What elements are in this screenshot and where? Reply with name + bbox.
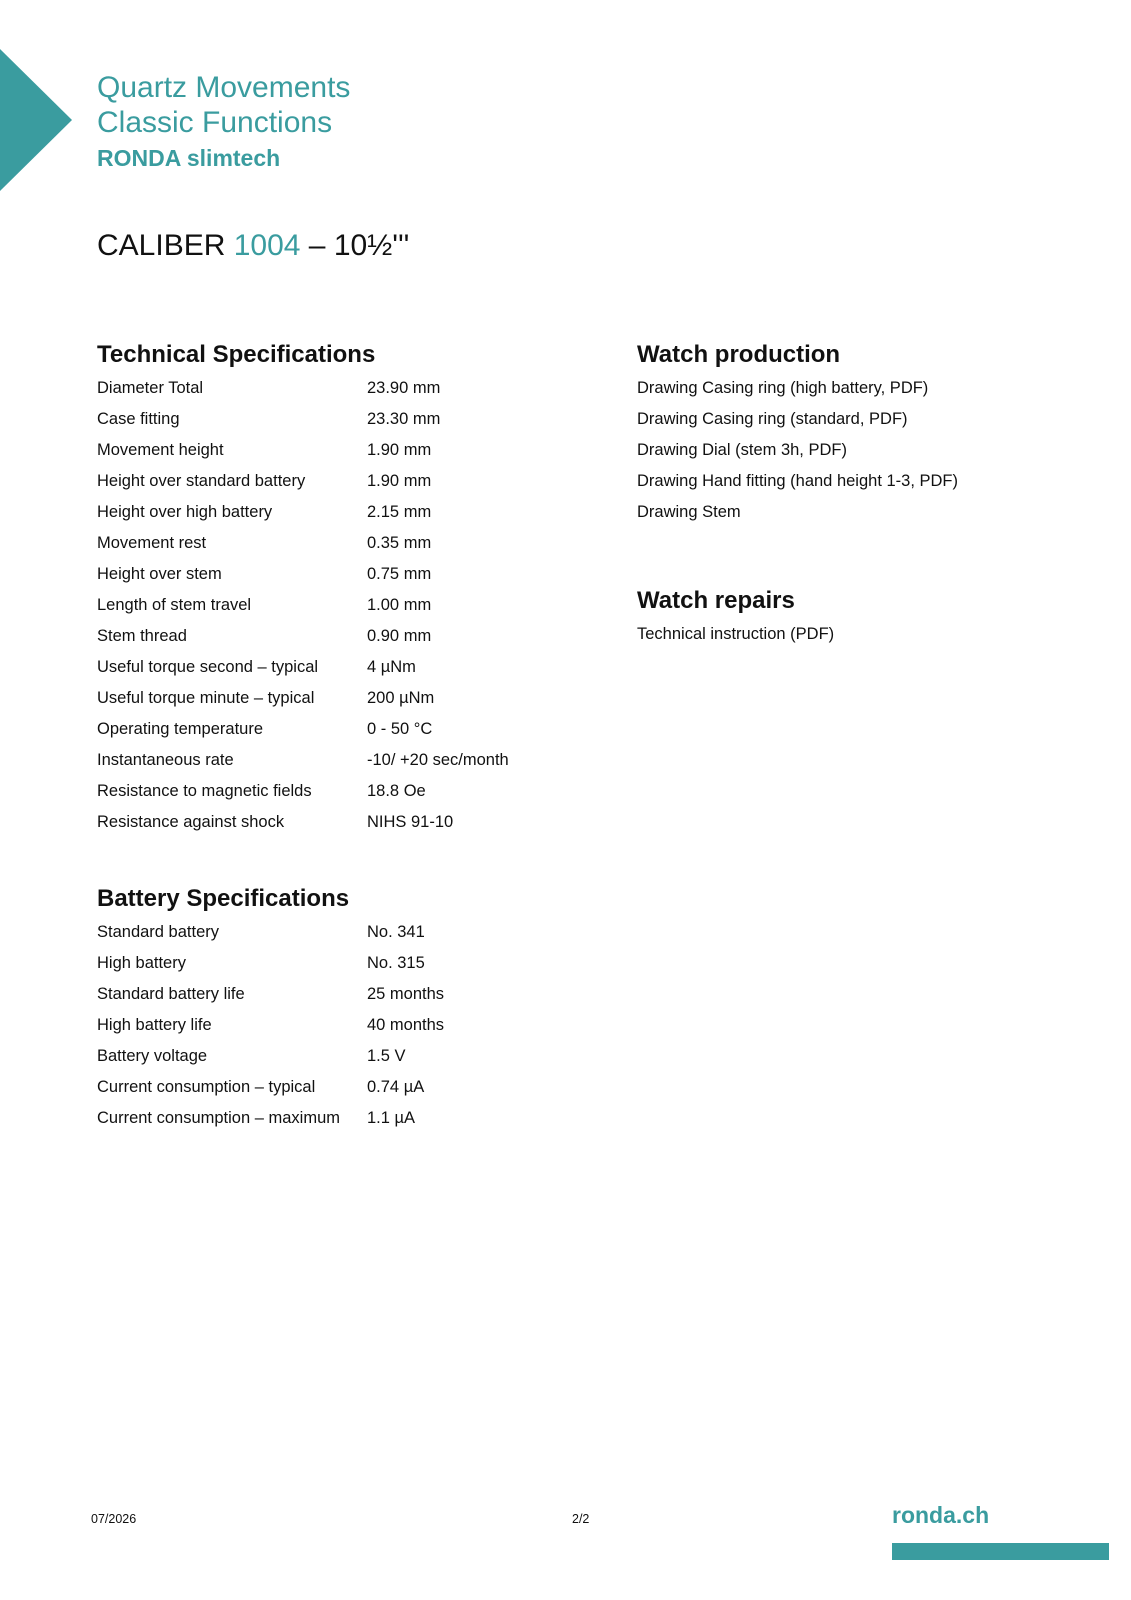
battery-specifications-title: Battery Specifications	[97, 885, 350, 912]
spec-label: Battery voltage	[97, 1047, 208, 1065]
spec-row	[97, 922, 444, 953]
footer-page-number: 2/2	[572, 1512, 590, 1526]
spec-value: 1.1 µA	[367, 1109, 416, 1127]
watch-repairs-section	[637, 586, 834, 655]
spec-value: 0.74 µA	[367, 1078, 425, 1096]
caliber-number: 1004	[233, 229, 301, 262]
spec-label: Current consumption – typical	[97, 1078, 316, 1096]
spec-value: 0.35 mm	[367, 534, 432, 552]
watch-repairs-links	[637, 624, 834, 655]
technical-specifications-title: Technical Specifications	[97, 341, 376, 368]
document-link[interactable]: Drawing Casing ring (standard, PDF)	[637, 410, 908, 428]
spec-row	[97, 657, 509, 688]
spec-label: Standard battery	[97, 923, 219, 941]
spec-label: Height over high battery	[97, 503, 273, 521]
spec-row	[97, 409, 509, 440]
spec-label: Movement height	[97, 441, 224, 459]
document-header	[97, 70, 350, 173]
spec-label: Current consumption – maximum	[97, 1109, 341, 1127]
spec-value: 1.90 mm	[367, 441, 432, 459]
spec-row	[97, 1015, 444, 1046]
spec-label: Stem thread	[97, 627, 187, 645]
spec-value: 4 µNm	[367, 658, 416, 676]
spec-row	[97, 564, 509, 595]
spec-value: 1.5 V	[367, 1047, 406, 1065]
spec-label: Useful torque minute – typical	[97, 689, 315, 707]
spec-label: Height over standard battery	[97, 472, 306, 490]
watch-repairs-title: Watch repairs	[637, 587, 795, 614]
spec-label: Operating temperature	[97, 720, 264, 738]
spec-label: High battery life	[97, 1016, 212, 1034]
footer-date: 07/2026	[91, 1512, 137, 1526]
spec-value: 25 months	[367, 985, 445, 1003]
watch-production-links	[637, 378, 958, 533]
spec-value: 18.8 Oe	[367, 782, 426, 800]
document-link[interactable]: Drawing Hand fitting (hand height 1-3, PDF)	[637, 472, 958, 490]
caliber-suffix: – 10½'''	[300, 229, 410, 262]
spec-label: Useful torque second – typical	[97, 658, 319, 676]
spec-row	[97, 502, 509, 533]
spec-value: 0.90 mm	[367, 627, 432, 645]
spec-row	[97, 378, 509, 409]
document-link[interactable]: Drawing Dial (stem 3h, PDF)	[637, 441, 847, 459]
spec-value: 23.30 mm	[367, 410, 441, 428]
battery-specifications-table	[97, 922, 444, 1139]
spec-row	[97, 595, 509, 626]
spec-label: Length of stem travel	[97, 596, 252, 614]
spec-value: 23.90 mm	[367, 379, 441, 397]
spec-row	[97, 471, 509, 502]
spec-value: 0.75 mm	[367, 565, 432, 583]
caliber-prefix: CALIBER	[97, 229, 234, 262]
spec-row	[97, 440, 509, 471]
spec-value: 1.90 mm	[367, 472, 432, 490]
spec-label: Diameter Total	[97, 379, 204, 397]
battery-specifications-section	[97, 884, 444, 1139]
spec-value: 40 months	[367, 1016, 445, 1034]
spec-label: Instantaneous rate	[97, 751, 234, 769]
watch-production-section	[637, 340, 958, 533]
spec-value: No. 341	[367, 923, 425, 941]
footer-brand-link[interactable]: ronda.ch	[892, 1502, 990, 1528]
caliber-title	[97, 229, 409, 263]
footer-accent-bar	[892, 1543, 1109, 1560]
header-title-line2: Classic Functions	[97, 106, 333, 139]
document-link[interactable]: Drawing Casing ring (high battery, PDF)	[637, 379, 929, 397]
spec-row	[97, 953, 444, 984]
document-link[interactable]: Drawing Stem	[637, 503, 741, 521]
spec-row	[97, 1077, 444, 1108]
spec-row	[97, 1046, 444, 1077]
spec-value: -10/ +20 sec/month	[367, 751, 509, 769]
spec-value: NIHS 91-10	[367, 813, 454, 831]
spec-row	[97, 533, 509, 564]
spec-value: No. 315	[367, 954, 425, 972]
spec-row	[97, 1108, 444, 1139]
technical-specifications-section	[97, 340, 509, 843]
document-link[interactable]: Technical instruction (PDF)	[637, 625, 835, 643]
spec-label: High battery	[97, 954, 186, 972]
spec-row	[97, 812, 509, 843]
spec-row	[97, 719, 509, 750]
watch-production-title: Watch production	[637, 341, 841, 368]
spec-row	[97, 750, 509, 781]
spec-value: 1.00 mm	[367, 596, 432, 614]
spec-label: Resistance to magnetic fields	[97, 782, 312, 800]
spec-row	[97, 984, 444, 1015]
spec-label: Movement rest	[97, 534, 207, 552]
spec-value: 200 µNm	[367, 689, 435, 707]
header-subtitle: RONDA slimtech	[97, 145, 281, 171]
spec-row	[97, 781, 509, 812]
spec-label: Resistance against shock	[97, 813, 285, 831]
spec-label: Height over stem	[97, 565, 222, 583]
spec-row	[97, 626, 509, 657]
spec-value: 2.15 mm	[367, 503, 432, 521]
spec-label: Standard battery life	[97, 985, 245, 1003]
header-title-line1: Quartz Movements	[97, 71, 351, 104]
spec-row	[97, 688, 509, 719]
corner-triangle-decoration	[0, 49, 72, 191]
technical-specifications-table	[97, 378, 509, 843]
spec-value: 0 - 50 °C	[367, 720, 433, 738]
spec-label: Case fitting	[97, 410, 180, 428]
